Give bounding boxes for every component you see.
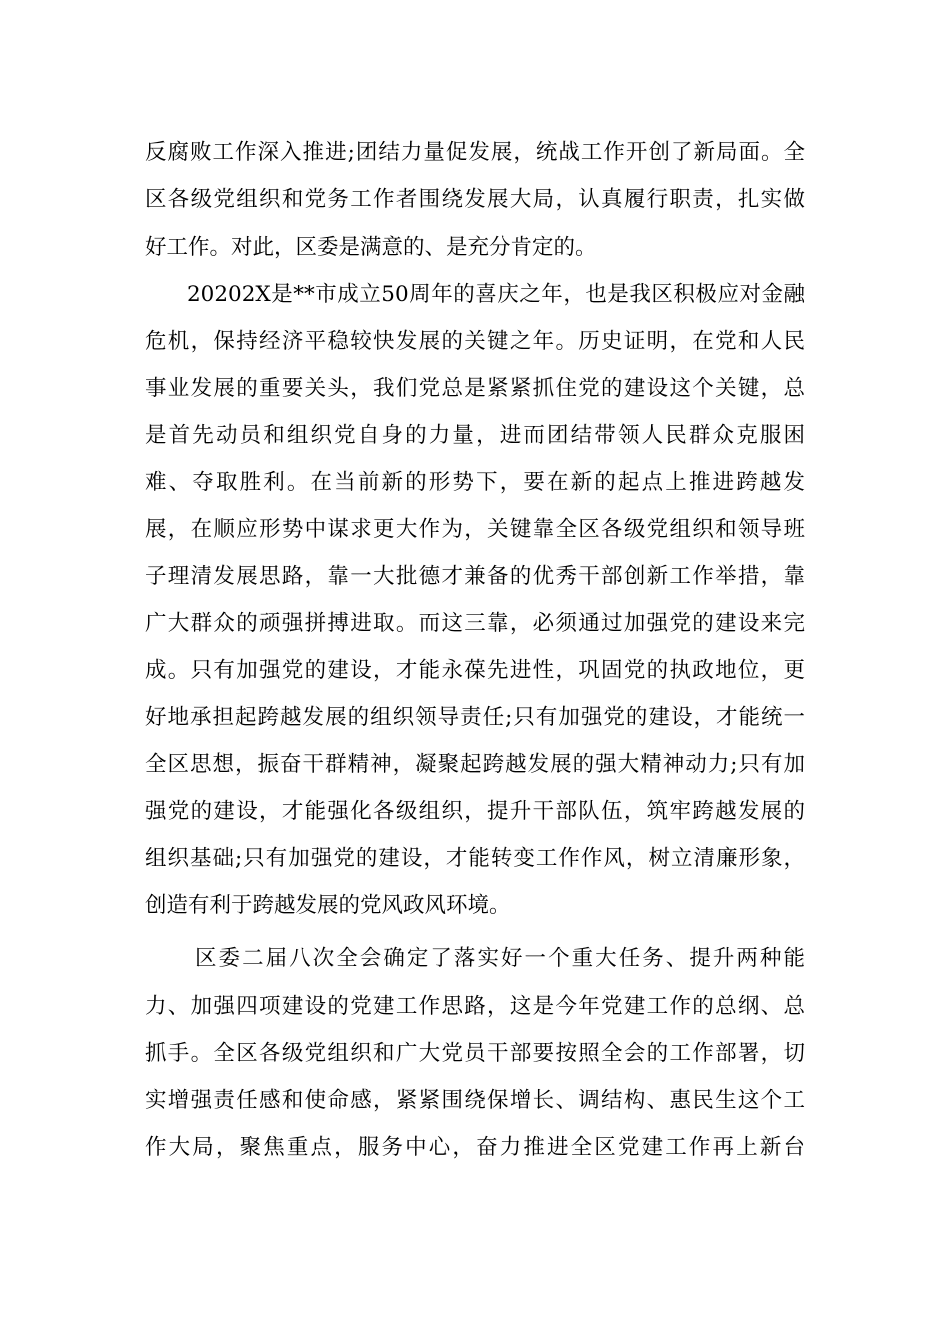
text-line: 区各级党组织和党务工作者围绕发展大局，认真履行职责，扎实做 xyxy=(145,187,805,212)
text-line: 展，在顺应形势中谋求更大作为，关键靠全区各级党组织和领导班 xyxy=(145,517,805,542)
text-line: 难、夺取胜利。在当前新的形势下，要在新的起点上推进跨越发 xyxy=(145,470,805,495)
text-line: 危机，保持经济平稳较快发展的关键之年。历史证明，在党和人民 xyxy=(145,329,805,354)
text-line: 力、加强四项建设的党建工作思路，这是今年党建工作的总纲、总 xyxy=(145,994,805,1019)
text-line: 好地承担起跨越发展的组织领导责任;只有加强党的建设，才能统一 xyxy=(145,705,805,730)
text-line: 实增强责任感和使命感，紧紧围绕保增长、调结构、惠民生这个工 xyxy=(145,1088,805,1113)
text-line: 作大局，聚焦重点，服务中心，奋力推进全区党建工作再上新台 xyxy=(145,1135,805,1160)
text-line: 成。只有加强党的建设，才能永葆先进性，巩固党的执政地位，更 xyxy=(145,658,805,683)
text-line: 全区思想，振奋干群精神，凝聚起跨越发展的强大精神动力;只有加 xyxy=(145,752,805,777)
text-line: 是首先动员和组织党自身的力量，进而团结带领人民群众克服困 xyxy=(145,423,805,448)
text-line: 反腐败工作深入推进;团结力量促发展，统战工作开创了新局面。全 xyxy=(145,140,805,165)
text-line: 区委二届八次全会确定了落实好一个重大任务、提升两种能 xyxy=(195,946,805,971)
text-line: 组织基础;只有加强党的建设，才能转变工作作风，树立清廉形象， xyxy=(145,846,805,871)
text-line: 事业发展的重要关头，我们党总是紧紧抓住党的建设这个关键，总 xyxy=(145,376,805,401)
text-line: 强党的建设，才能强化各级组织，提升干部队伍，筑牢跨越发展的 xyxy=(145,799,805,824)
text-line: 20202X是**市成立50周年的喜庆之年，也是我区积极应对金融 xyxy=(187,282,805,307)
text-line: 创造有利于跨越发展的党风政风环境。 xyxy=(145,893,511,918)
text-line: 好工作。对此，区委是满意的、是充分肯定的。 xyxy=(145,235,597,260)
text-line: 子理清发展思路，靠一大批德才兼备的优秀干部创新工作举措，靠 xyxy=(145,564,805,589)
text-line: 广大群众的顽强拼搏进取。而这三靠，必须通过加强党的建设来完 xyxy=(145,611,805,636)
text-line: 抓手。全区各级党组织和广大党员干部要按照全会的工作部署，切 xyxy=(145,1041,805,1066)
